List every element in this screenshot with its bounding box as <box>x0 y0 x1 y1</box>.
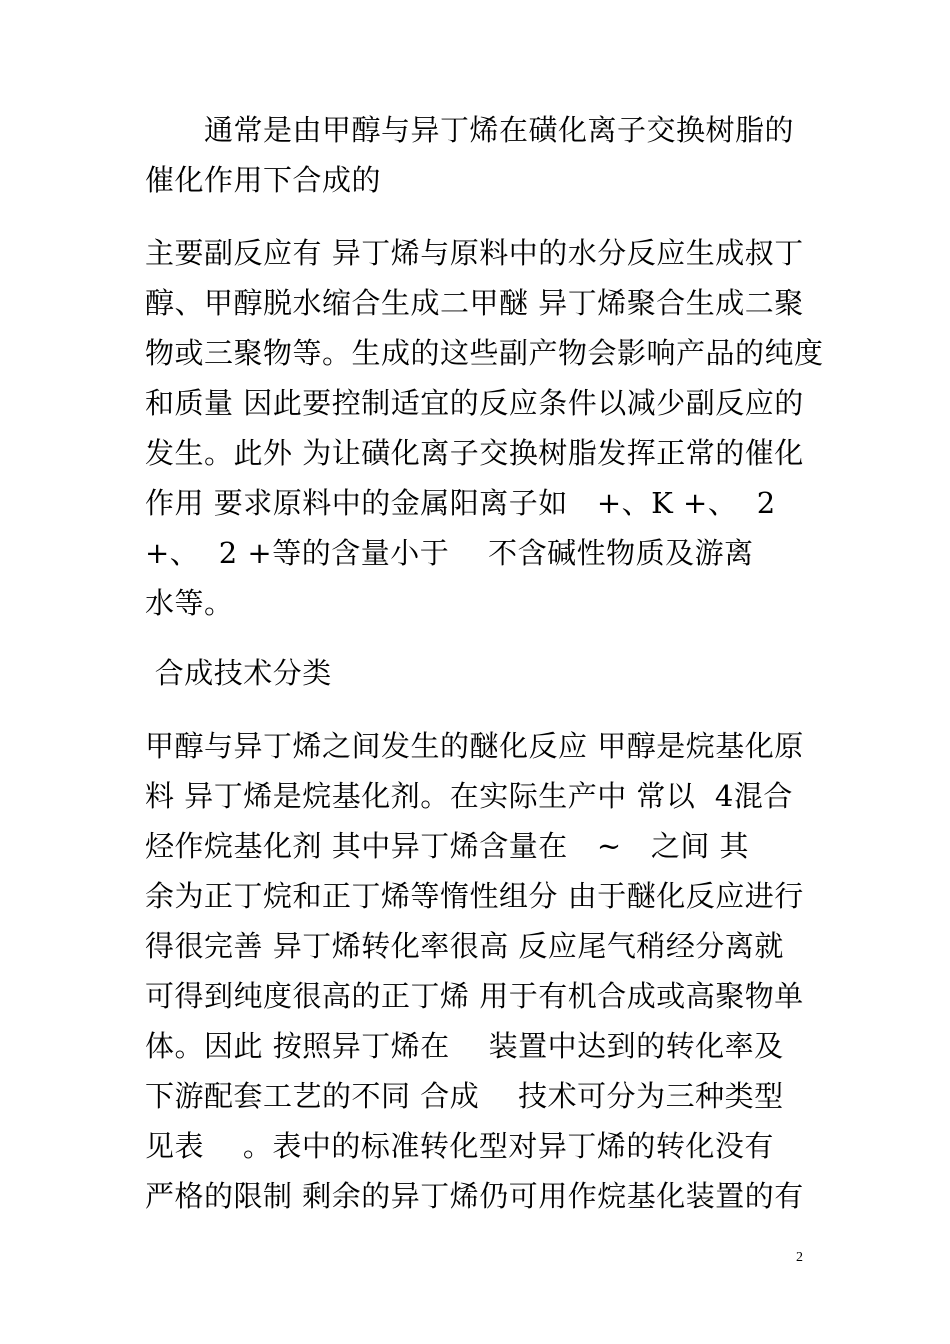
section-heading: 合成技术分类 <box>145 656 332 690</box>
paragraph-2-line-3: 物或三聚物等。生成的这些副产物会影响产品的纯度 <box>145 336 824 370</box>
paragraph-3-line-2: 料 异丁烯是烷基化剂。在实际生产中 常以 4混合 <box>145 779 793 813</box>
page-number: 2 <box>796 1250 803 1265</box>
paragraph-1-line-1: 通常是由甲醇与异丁烯在磺化离子交换树脂的 <box>145 113 795 147</box>
paragraph-2-line-2: 醇、甲醇脱水缩合生成二甲醚 异丁烯聚合生成二聚 <box>145 286 804 320</box>
paragraph-3-line-6: 可得到纯度很高的正丁烯 用于有机合成或高聚物单 <box>145 979 804 1013</box>
paragraph-3-line-5: 得很完善 异丁烯转化率很高 反应尾气稍经分离就 <box>145 929 784 963</box>
paragraph-2-line-7: +、 2 +等的含量小于 不含碱性物质及游离 <box>145 536 754 570</box>
paragraph-2-line-1: 主要副反应有 异丁烯与原料中的水分反应生成叔丁 <box>145 236 804 270</box>
paragraph-2-line-5: 发生。此外 为让磺化离子交换树脂发挥正常的催化 <box>145 436 804 470</box>
paragraph-3-line-9: 见表 。表中的标准转化型对异丁烯的转化没有 <box>145 1129 774 1163</box>
paragraph-3-line-8: 下游配套工艺的不同 合成 技术可分为三种类型 <box>145 1079 784 1113</box>
paragraph-1-line-2: 催化作用下合成的 <box>145 163 382 197</box>
paragraph-3-line-3: 烃作烷基化剂 其中异丁烯含量在 ~ 之间 其 <box>145 829 750 863</box>
paragraph-3-line-1: 甲醇与异丁烯之间发生的醚化反应 甲醇是烷基化原 <box>145 729 804 763</box>
paragraph-3-line-10: 严格的限制 剩余的异丁烯仍可用作烷基化装置的有 <box>145 1179 804 1213</box>
paragraph-2-line-6: 作用 要求原料中的金属阳离子如 +、K +、 2 <box>145 486 776 520</box>
paragraph-2-line-4: 和质量 因此要控制适宜的反应条件以减少副反应的 <box>145 386 804 420</box>
paragraph-3-line-7: 体。因此 按照异丁烯在 装置中达到的转化率及 <box>145 1029 784 1063</box>
paragraph-2-line-8: 水等。 <box>145 586 234 620</box>
paragraph-3-line-4: 余为正丁烷和正丁烯等惰性组分 由于醚化反应进行 <box>145 879 804 913</box>
